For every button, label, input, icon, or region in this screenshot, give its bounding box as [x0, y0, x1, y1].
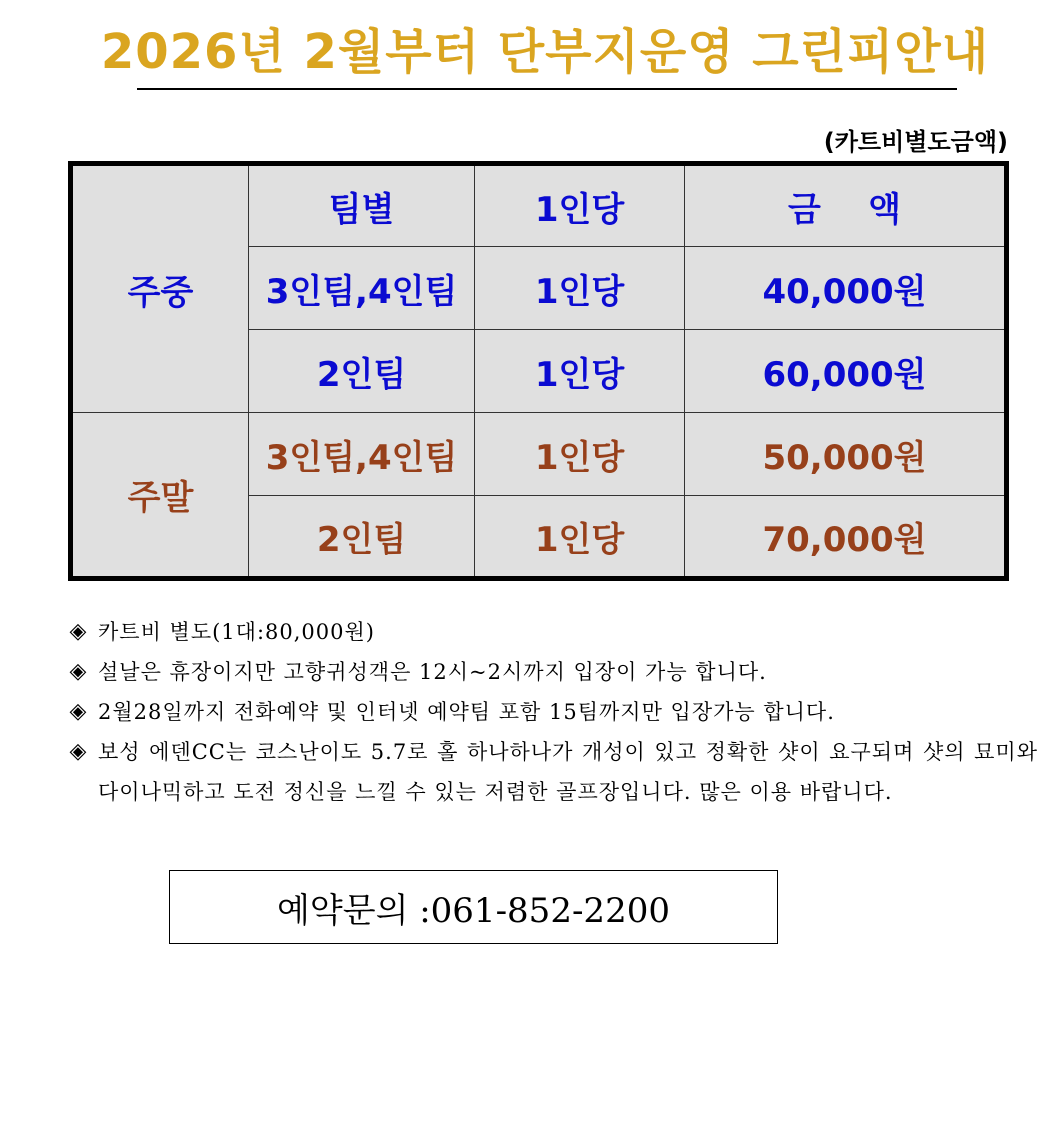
- team-cell: 2인팀: [249, 330, 475, 413]
- reservation-contact-box: [169, 870, 778, 944]
- per-person-cell: 1인당: [475, 413, 685, 496]
- weekday-label-cell: [71, 164, 249, 413]
- green-fee-table: [68, 161, 1009, 581]
- notice-text: 2월28일까지 전화예약 및 인터넷 예약팀 포함 15팀까지만 입장가능 합니다.: [98, 700, 835, 724]
- header-per-person: 1인당: [475, 164, 685, 247]
- team-cell: 3인팀,4인팀: [249, 247, 475, 330]
- table-row: [71, 413, 1007, 496]
- weekday-label: 주중: [127, 272, 194, 313]
- list-item: [58, 652, 1038, 692]
- amount-cell: 70,000원: [685, 496, 1007, 579]
- page-title: 2026년 2월부터 단부지운영 그린피안내: [100, 24, 990, 80]
- cart-fee-note: (카트비별도금액): [823, 128, 1008, 156]
- list-item: [58, 692, 1038, 732]
- list-item: [58, 612, 1038, 652]
- notice-list: [58, 612, 1038, 812]
- diamond-bullet-icon: ◈: [69, 619, 87, 644]
- notice-text: 카트비 별도(1대:80,000원): [98, 620, 375, 644]
- notice-text: 보성 에덴CC는 코스난이도 5.7로 홀 하나하나가 개성이 있고 정확한 샷이 요구되며 샷의 묘미와 다이나믹하고 도전 정신을 느낄 수 있는 저렴한 골프장입니다. 많은 이용 바랍니다.: [98, 740, 1038, 804]
- title-underline: [137, 88, 957, 90]
- amount-cell: 50,000원: [685, 413, 1007, 496]
- per-person-cell: 1인당: [475, 496, 685, 579]
- notice-text: 설날은 휴장이지만 고향귀성객은 12시~2시까지 입장이 가능 합니다.: [98, 660, 767, 684]
- header-amount: 금 액: [685, 164, 1007, 247]
- team-cell: 3인팀,4인팀: [249, 413, 475, 496]
- list-item: [58, 732, 1038, 812]
- reservation-contact: 예약문의 :061-852-2200: [277, 890, 670, 931]
- table-header-row: [71, 164, 1007, 247]
- team-cell: 2인팀: [249, 496, 475, 579]
- amount-cell: 60,000원: [685, 330, 1007, 413]
- weekend-label: 주말: [127, 478, 194, 518]
- diamond-bullet-icon: ◈: [69, 699, 87, 724]
- weekend-label-cell: [71, 413, 249, 579]
- diamond-bullet-icon: ◈: [69, 659, 87, 684]
- diamond-bullet-icon: ◈: [69, 739, 87, 764]
- per-person-cell: 1인당: [475, 330, 685, 413]
- per-person-cell: 1인당: [475, 247, 685, 330]
- amount-cell: 40,000원: [685, 247, 1007, 330]
- header-team: 팀별: [249, 164, 475, 247]
